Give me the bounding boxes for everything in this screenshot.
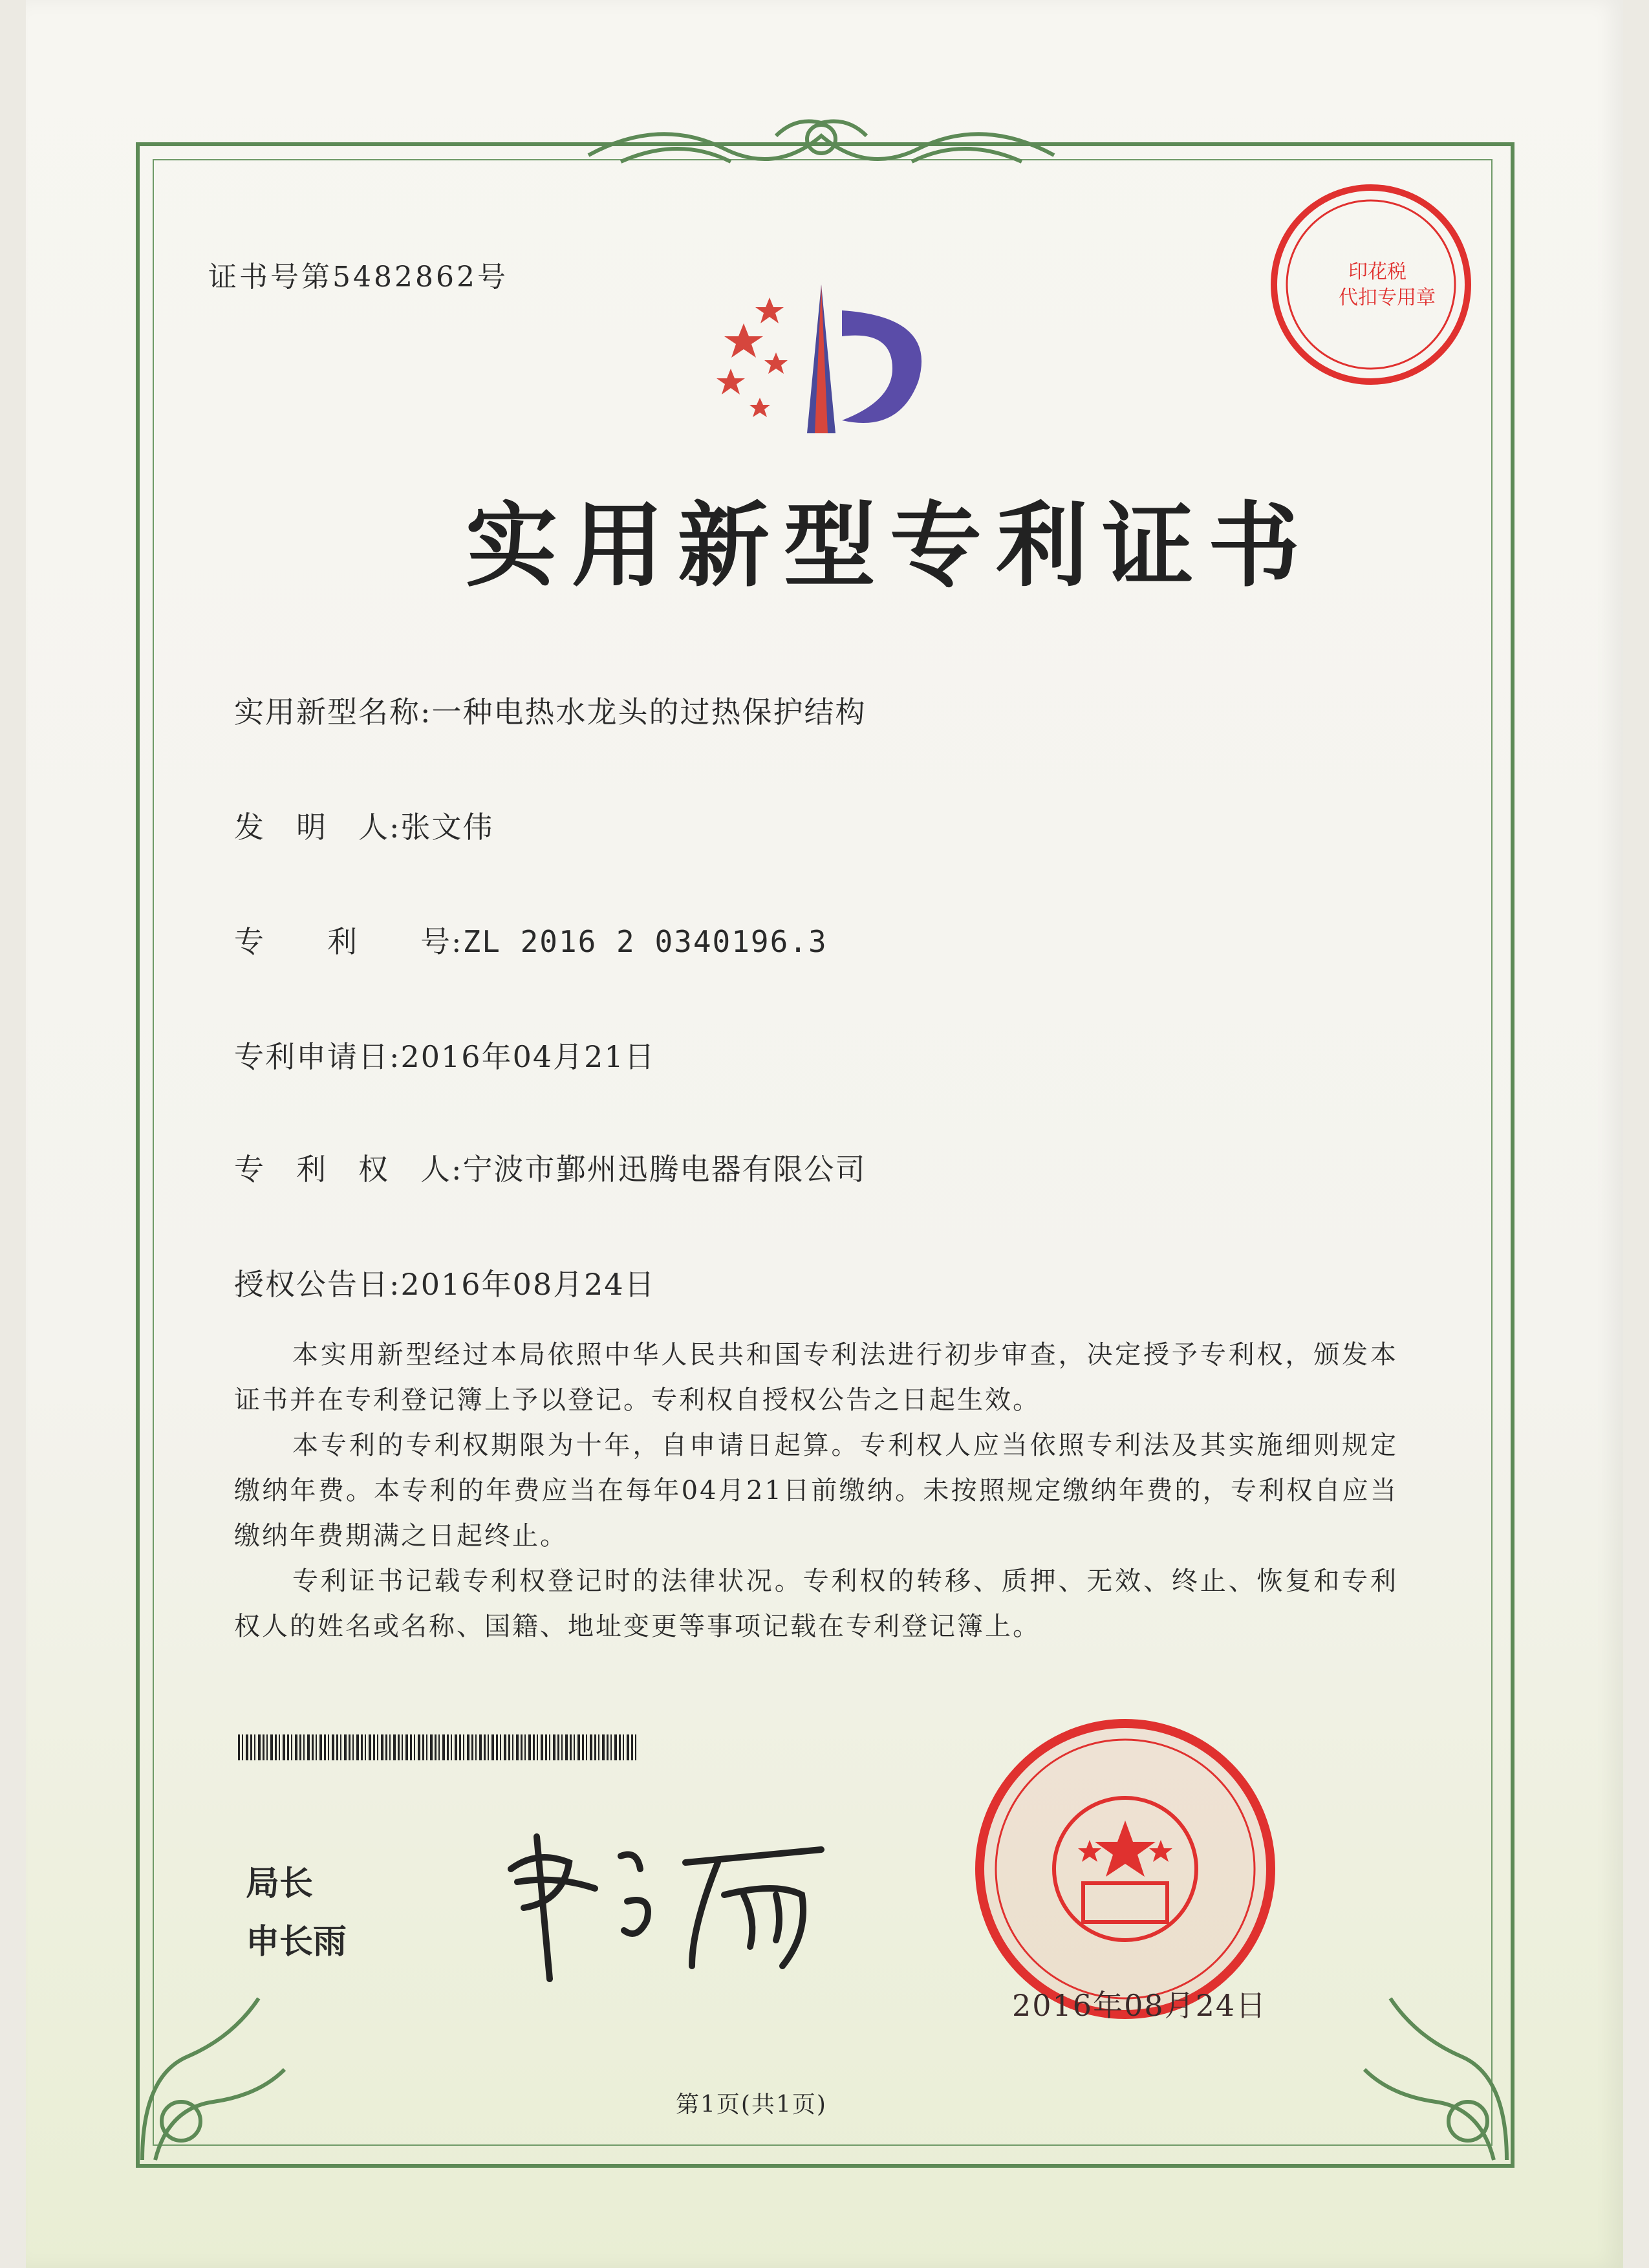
body-paragraph-3: 专利证书记载专利权登记时的法律状况。专利权的转移、质押、无效、终止、恢复和专利权人的姓名或名称、国籍、地址变更等事项记载在专利登记簿上。 (234, 1566, 1398, 1641)
patent-number-label: 专 利 号: (234, 924, 463, 959)
page-title: 实用新型专利证书 (466, 492, 1314, 599)
body-paragraph-1: 本实用新型经过本局依照中华人民共和国专利法进行初步审查，决定授予专利权，颁发本证书并在专利登记簿上予以登记。专利权自授权公告之日起生效。 (234, 1340, 1398, 1415)
official-seal-stamp-icon (970, 1714, 1280, 2024)
svg-text:代扣专用章: 代扣专用章 (1339, 286, 1436, 309)
patent-number-row (234, 918, 828, 961)
application-date-value: 2016年04月21日 (400, 1039, 656, 1074)
utility-model-name-row (234, 689, 867, 731)
barcode (238, 1734, 639, 1760)
application-date-row (234, 1033, 656, 1076)
tax-seal-stamp-icon (1264, 178, 1478, 391)
inventor-value: 张文伟 (400, 810, 494, 845)
inventor-row (234, 804, 494, 847)
top-ornament-icon (582, 110, 1061, 188)
grant-date-row (234, 1261, 656, 1304)
certificate-number: 证书号第5482862号 (208, 261, 508, 294)
utility-model-name-value: 一种电热水龙头的过热保护结构 (431, 695, 867, 729)
patent-number-value: ZL 2016 2 0340196.3 (462, 924, 828, 959)
page-number: 第1页(共1页) (676, 2091, 827, 2118)
corner-ornament-right-icon (1352, 1979, 1520, 2173)
body-paragraph-2: 本专利的专利权期限为十年，自申请日起算。专利权人应当依照专利法及其实施细则规定缴纳年费。本专利的年费应当在每年04月21日前缴纳。未按照规定缴纳年费的，专利权自应当缴纳年费期满之日起终止。 (234, 1431, 1398, 1551)
director-signature-icon (498, 1811, 834, 2005)
director-name: 申长雨 (246, 1923, 347, 1961)
patentee-label: 专 利 权 人: (234, 1152, 463, 1187)
corner-ornament-left-icon (129, 1979, 297, 2173)
svg-text:印花税: 印花税 (1348, 261, 1406, 283)
inventor-label: 发 明 人: (234, 810, 401, 845)
grant-date-value: 2016年08月24日 (400, 1267, 656, 1302)
utility-model-name-label: 实用新型名称: (234, 695, 432, 729)
application-date-label: 专利申请日: (234, 1039, 401, 1074)
stamp-date: 2016年08月24日 (1012, 1988, 1267, 2023)
patentee-value: 宁波市鄞州迅腾电器有限公司 (462, 1152, 867, 1187)
patentee-row (234, 1146, 867, 1189)
director-title: 局长 (246, 1864, 314, 1903)
patent-office-logo-icon (692, 272, 964, 453)
grant-date-label: 授权公告日: (234, 1267, 401, 1302)
